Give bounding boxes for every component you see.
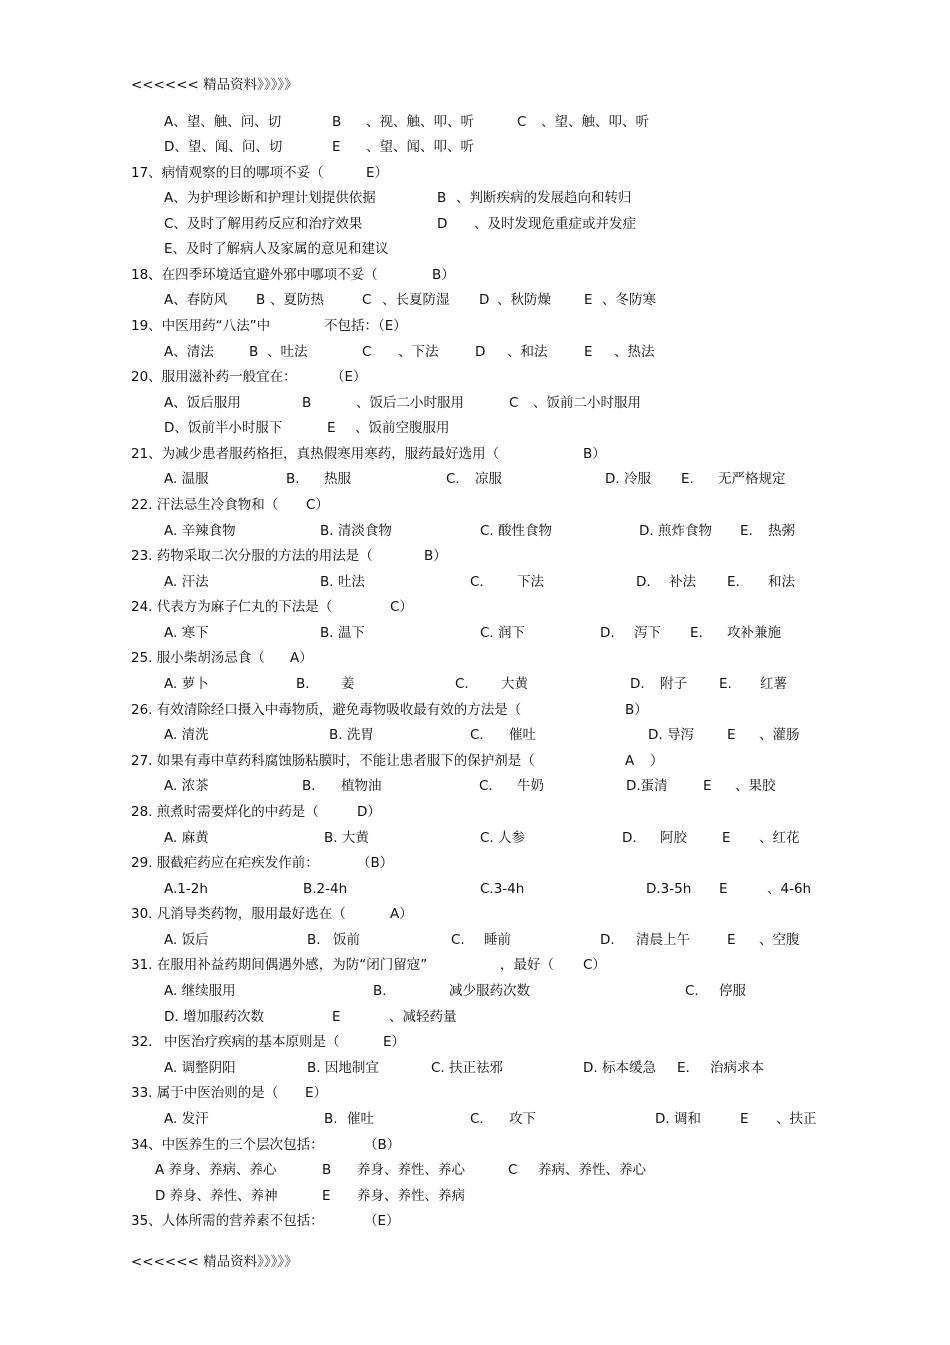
text-segment: 、视、触、叩、听 [366,114,474,130]
text-segment: C [517,114,527,130]
text-segment: D [475,344,486,360]
text-segment: B. [286,471,300,487]
text-segment: 32. [131,1034,153,1050]
text-segment: E. [690,625,703,641]
text-segment: 、扶正 [776,1111,817,1127]
text-segment: 、长夏防湿 [382,292,450,308]
text-line [0,1159,950,1181]
text-segment: D.3-5h [646,881,692,897]
text-segment: D. [636,574,651,590]
text-segment: C） [583,957,606,973]
text-segment: 、秋防燥 [497,292,551,308]
text-line [0,954,950,976]
text-line [0,929,950,951]
text-segment: B. [302,778,316,794]
text-segment: C. [470,727,484,743]
text-segment: C. [479,778,493,794]
text-segment: C [362,292,372,308]
text-segment: 、减轻药量 [389,1009,457,1025]
text-segment: C. [470,1111,484,1127]
text-segment: ，最好（ [500,957,554,973]
text-segment: ） [650,753,664,769]
text-segment: 和法 [768,574,795,590]
text-segment: 攻下 [509,1111,536,1127]
text-segment: （B） [357,855,394,871]
page-header: <<<<<< 精品资料》》》》》 [131,77,298,93]
text-segment: E [727,727,736,743]
text-segment: 养病、养性、养心 [538,1162,646,1178]
text-segment: C） [390,599,413,615]
text-segment: B） [625,702,648,718]
text-line [0,647,950,669]
text-segment: 30. 凡消导类药物，服用最好选在（ [131,906,346,922]
text-segment: A.1-2h [164,881,208,897]
text-line [0,417,950,439]
text-segment: 不包括：（E） [324,318,407,334]
text-segment: A、清法 [164,344,214,360]
text-segment: B [322,1162,332,1178]
text-segment: B. 吐法 [320,574,365,590]
text-segment: D. [630,676,645,692]
text-segment: 、灌肠 [759,727,800,743]
text-segment: A. 辛辣食物 [164,523,236,539]
text-segment: 泻下 [634,625,661,641]
text-segment: C [509,395,519,411]
text-line [0,545,950,567]
text-segment: E） [383,1034,406,1050]
text-line [0,673,950,695]
text-segment: B） [424,548,447,564]
text-segment: 养身、养性、养心 [357,1162,465,1178]
text-segment: 、饭前空腹服用 [355,420,450,436]
text-segment: 、望、触、叩、听 [541,114,649,130]
text-segment: D. 标本缓急 [583,1060,656,1076]
text-segment: C. [685,983,699,999]
text-segment: C. [470,574,484,590]
text-line [0,903,950,925]
text-segment: 24. 代表方为麻子仁丸的下法是（ [131,599,333,615]
text-segment: 、下法 [398,344,439,360]
text-segment: 、饭前二小时服用 [533,395,641,411]
text-segment: 、红花 [759,830,800,846]
text-line [0,571,950,593]
text-segment: 18、在四季环境适宜避外邪中哪项不妥（ [131,267,378,283]
text-segment: A. 寒下 [164,625,209,641]
text-segment: A 养身、养病、养心 [155,1162,277,1178]
text-line [0,827,950,849]
text-segment: A [625,753,635,769]
text-segment: C [508,1162,518,1178]
text-segment: E [327,420,336,436]
text-segment: 、夏防热 [270,292,324,308]
text-line [0,392,950,414]
text-segment: A、望、触、问、切 [164,114,282,130]
text-line [0,724,950,746]
text-line [0,1134,950,1156]
text-segment: D. [600,932,615,948]
text-segment: 大黄 [501,676,528,692]
text-segment: E [719,881,728,897]
text-segment: A. 浓茶 [164,778,209,794]
text-line [0,1210,950,1232]
text-segment: A. 继续服用 [164,983,236,999]
text-line [0,1108,950,1130]
text-segment: A. 麻黄 [164,830,209,846]
text-segment: C [362,344,372,360]
text-segment: （E） [331,369,367,385]
text-segment: A. 萝卜 [164,676,209,692]
text-segment: 31. 在服用补益药期间偶遇外感，为防“闭门留寇” [131,957,428,973]
text-segment: 催吐 [509,727,536,743]
text-segment: B. [324,1111,338,1127]
text-segment: 治病求本 [710,1060,764,1076]
text-segment: 补法 [669,574,696,590]
text-segment: C、及时了解用药反应和治疗效果 [164,216,363,232]
text-segment: D.蛋清 [626,778,668,794]
text-segment: E [727,932,736,948]
text-segment: 、冬防寒 [602,292,656,308]
text-segment: 阿胶 [660,830,687,846]
text-segment: A. 调整阴阳 [164,1060,236,1076]
text-line [0,596,950,618]
text-segment: 20、服用滋补药一般宜在： [131,369,297,385]
text-segment: 、饭后二小时服用 [356,395,464,411]
text-segment: 、吐法 [267,344,308,360]
text-segment: A. 饭后 [164,932,209,948]
text-segment: 22. 汗法忌生冷食物和（ [131,497,279,513]
text-segment: E [722,830,731,846]
text-segment: 35、人体所需的营养素不包括： [131,1213,324,1229]
text-segment: 附子 [660,676,687,692]
text-line [0,1031,950,1053]
text-segment: B. 温下 [320,625,365,641]
text-line [0,1006,950,1028]
text-segment: E [703,778,712,794]
text-segment: B. [307,932,321,948]
text-segment: 睡前 [484,932,511,948]
text-line [0,801,950,823]
text-line [0,750,950,772]
text-segment: 34、中医养生的三个层次包括： [131,1137,324,1153]
text-line [0,1057,950,1079]
text-line [0,494,950,516]
text-line [0,264,950,286]
text-segment: A、为护理诊断和护理计划提供依据 [164,190,376,206]
page-footer: <<<<<< 精品资料》》》》》 [131,1254,298,1270]
text-segment: 下法 [517,574,544,590]
text-segment: C） [306,497,329,513]
text-segment: E. [727,574,740,590]
text-segment: 、果胶 [735,778,776,794]
text-segment: D. 煎炸食物 [639,523,712,539]
text-segment: B.2-4h [303,881,348,897]
text-line [0,238,950,260]
text-line [0,1082,950,1104]
text-segment: 17、病情观察的目的哪项不妥（ [131,165,324,181]
text-line [0,443,950,465]
text-segment: （B） [364,1137,401,1153]
text-segment: E [584,344,593,360]
text-line [0,341,950,363]
text-line [0,187,950,209]
text-segment: 无严格规定 [718,471,786,487]
text-segment: D. [600,625,615,641]
text-segment: C. [451,932,465,948]
text-segment: 植物油 [341,778,382,794]
text-line [0,366,950,388]
text-line [0,878,950,900]
text-line [0,699,950,721]
text-segment: E） [305,1085,328,1101]
text-segment: 25. 服小柴胡汤忌食（ [131,650,265,666]
text-segment: 清晨上午 [636,932,690,948]
text-segment: E. [740,523,753,539]
text-line [0,622,950,644]
text-segment: D. 冷服 [605,471,651,487]
text-segment: C. 酸性食物 [480,523,553,539]
text-segment: E [322,1188,331,1204]
text-segment: 牛奶 [517,778,544,794]
text-segment: B [249,344,259,360]
text-line [0,980,950,1002]
text-segment: 停服 [719,983,746,999]
text-line [0,852,950,874]
text-segment: C. [455,676,469,692]
text-segment: （E） [364,1213,400,1229]
text-segment: D. 导泻 [648,727,694,743]
text-line [0,162,950,184]
text-line [0,520,950,542]
text-segment: 红薯 [760,676,787,692]
text-segment: B [437,190,447,206]
text-segment: E [584,292,593,308]
text-line [0,315,950,337]
text-segment: A） [390,906,413,922]
text-segment: A. 温服 [164,471,209,487]
text-segment: D. 增加服药次数 [164,1009,264,1025]
text-segment: B. 洗胃 [329,727,374,743]
text-segment: B. [296,676,310,692]
text-segment: E. [677,1060,690,1076]
text-segment: A） [290,650,313,666]
text-segment: 、和法 [507,344,548,360]
text-segment: D. [622,830,637,846]
text-segment: D、望、闻、问、切 [164,139,283,155]
text-segment: B） [583,446,606,462]
text-segment: 中医治疗疾病的基本原则是（ [164,1034,340,1050]
text-segment: A. 汗法 [164,574,209,590]
text-segment: E、及时了解病人及家属的意见和建议 [164,241,389,257]
text-segment: 饭前 [333,932,360,948]
text-segment: E [740,1111,749,1127]
text-line [0,775,950,797]
text-segment: B [302,395,312,411]
text-segment: A、饭后服用 [164,395,241,411]
text-segment: 催吐 [347,1111,374,1127]
text-segment: 减少服药次数 [449,983,530,999]
text-segment: 26. 有效清除经口摄入中毒物质，避免毒物吸收最有效的方法是（ [131,702,522,718]
text-segment: 、及时发现危重症或并发症 [474,216,636,232]
text-segment: D. 调和 [655,1111,701,1127]
text-segment: 姜 [341,676,355,692]
text-segment: 33. 属于中医治则的是（ [131,1085,279,1101]
text-segment: C.3-4h [480,881,525,897]
text-line [0,111,950,133]
text-segment: 、热法 [614,344,655,360]
text-segment: B [332,114,342,130]
text-segment: 攻补兼施 [727,625,781,641]
text-segment: A、春防风 [164,292,228,308]
text-segment: E. [681,471,694,487]
text-segment: B. 因地制宜 [307,1060,379,1076]
text-segment: 、空腹 [759,932,800,948]
text-segment: 23. 药物采取二次分服的方法的用法是（ [131,548,373,564]
text-line [0,468,950,490]
text-segment: B. [373,983,387,999]
text-segment: B [256,292,266,308]
text-segment: 29. 服截疟药应在疟疾发作前： [131,855,319,871]
text-segment: C. 润下 [480,625,526,641]
text-segment: C. 人参 [480,830,526,846]
text-line [0,1185,950,1207]
text-segment: 热服 [324,471,351,487]
text-segment: 热粥 [768,523,795,539]
text-segment: B. 清淡食物 [320,523,392,539]
text-segment: 、判断疾病的发展趋向和转归 [456,190,632,206]
text-line [0,136,950,158]
text-segment: C. [446,471,460,487]
text-segment: 19、中医用药“八法”中 [131,318,271,334]
text-segment: D [437,216,448,232]
text-segment: E） [366,165,389,181]
text-segment: 凉服 [475,471,502,487]
text-segment: 、4-6h [767,881,812,897]
text-segment: D 养身、养性、养神 [155,1188,278,1204]
text-segment: 21、为减少患者服药格拒，真热假寒用寒药，服药最好选用（ [131,446,500,462]
text-segment: B） [432,267,455,283]
text-segment: C. 扶正祛邪 [431,1060,504,1076]
text-segment: A. 清洗 [164,727,209,743]
text-line [0,213,950,235]
text-segment: E. [719,676,732,692]
text-segment: 27. 如果有毒中草药科腐蚀肠粘膜时，不能让患者服下的保护剂是（ [131,753,535,769]
text-segment: D、饭前半小时服下 [164,420,283,436]
text-segment: 28. 煎煮时需要烊化的中药是（ [131,804,319,820]
text-segment: B. 大黄 [324,830,369,846]
text-segment: E [332,139,341,155]
text-segment: D） [357,804,381,820]
text-line [0,289,950,311]
text-segment: D [479,292,490,308]
text-segment: 养身、养性、养病 [357,1188,465,1204]
text-segment: A. 发汗 [164,1111,209,1127]
text-segment: 、望、闻、叩、听 [366,139,474,155]
text-segment: E [332,1009,341,1025]
